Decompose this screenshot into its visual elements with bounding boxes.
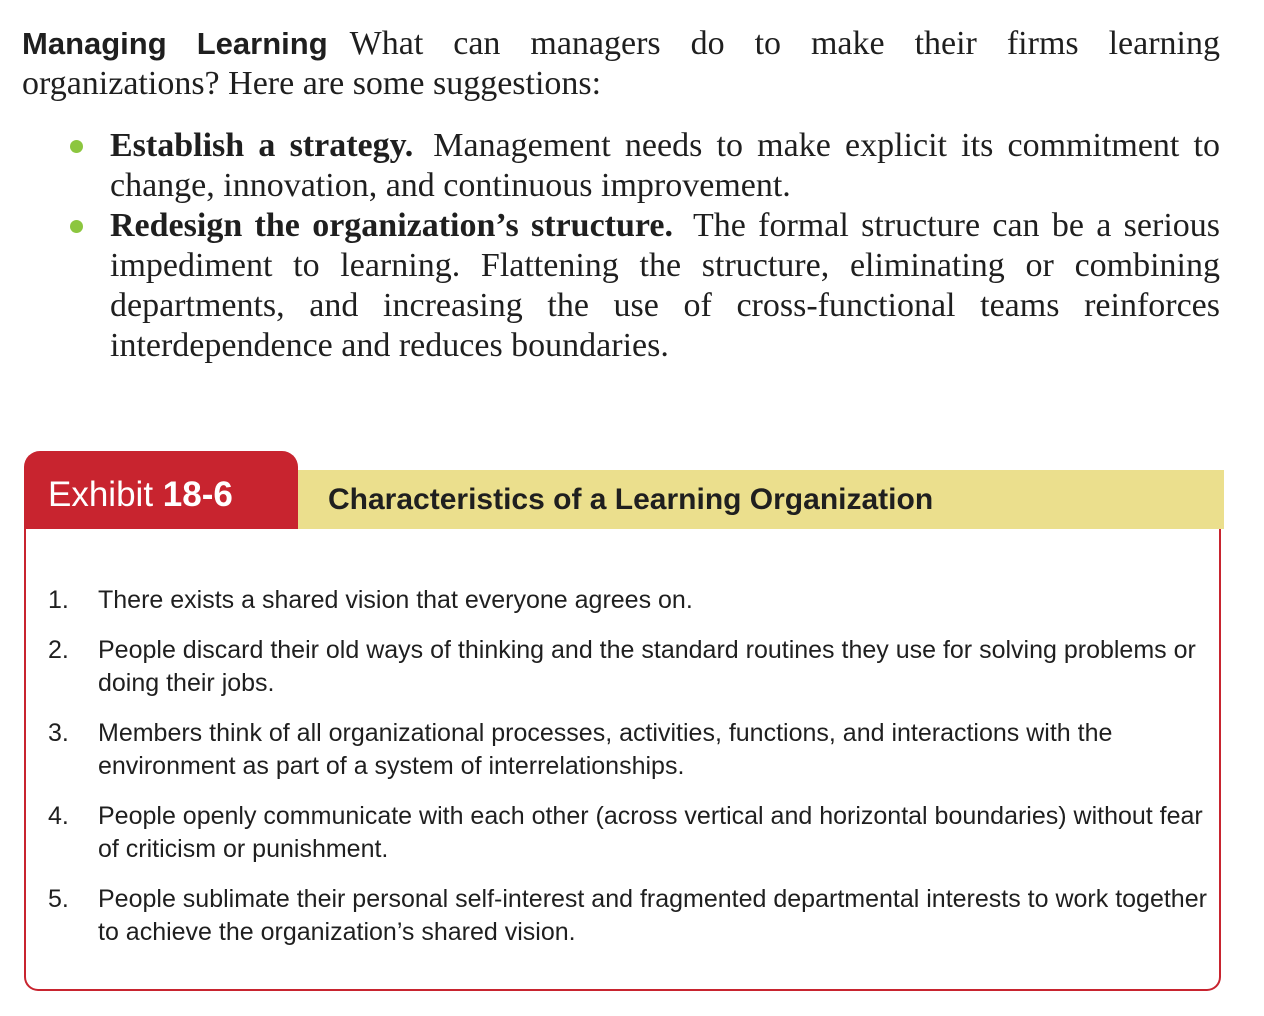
suggestion-text: The formal structure can be a serious impediment to learning. Flattening the structure, eliminating or combining departments, and increasing the use of cross-functional teams reinforces interdependence and reduces boundaries. <box>110 207 1220 364</box>
suggestion-heading: Establish a strategy. <box>110 127 414 164</box>
suggestion-item <box>110 126 1220 206</box>
list-item <box>48 584 1208 617</box>
exhibit-label-tab <box>24 451 298 529</box>
suggestion-item <box>110 206 1220 366</box>
exhibit-number: 18-6 <box>162 475 233 514</box>
list-item <box>48 717 1208 783</box>
item-number: 5. <box>48 885 69 913</box>
item-text: People discard their old ways of thinking and the standard routines they use for solving problems or doing their jobs. <box>98 636 1196 697</box>
suggestion-list <box>110 126 1220 366</box>
suggestion-text: Management needs to make explicit its commitment to change, innovation, and continuous improvement. <box>110 127 1220 204</box>
item-text: Members think of all organizational processes, activities, functions, and interactions with the environment as part of a system of interrelationships. <box>98 719 1113 780</box>
exhibit-label: Exhibit <box>48 475 154 514</box>
item-number: 2. <box>48 636 69 664</box>
item-text: People sublimate their personal self-interest and fragmented departmental interests to work together to achieve the organization’s shared vision. <box>98 885 1207 946</box>
intro-text: What can managers do to make their firms learning organizations? Here are some suggestions: <box>22 25 1220 102</box>
item-text: People openly communicate with each other (across vertical and horizontal boundaries) without fear of criticism or punishment. <box>98 802 1203 863</box>
intro-paragraph <box>22 24 1220 104</box>
item-number: 1. <box>48 586 69 614</box>
item-number: 4. <box>48 802 69 830</box>
characteristics-list <box>48 584 1208 966</box>
suggestion-heading: Redesign the organization’s structure. <box>110 207 673 244</box>
item-text: There exists a shared vision that everyone agrees on. <box>98 586 693 614</box>
list-item <box>48 883 1208 949</box>
bullet-dot-icon <box>70 220 83 233</box>
item-number: 3. <box>48 719 69 747</box>
bullet-dot-icon <box>70 140 83 153</box>
list-item <box>48 800 1208 866</box>
section-lead-heading: Managing Learning <box>22 26 328 61</box>
list-item <box>48 634 1208 700</box>
exhibit-title: Characteristics of a Learning Organization <box>328 483 934 516</box>
exhibit-title-bar <box>298 470 1224 529</box>
